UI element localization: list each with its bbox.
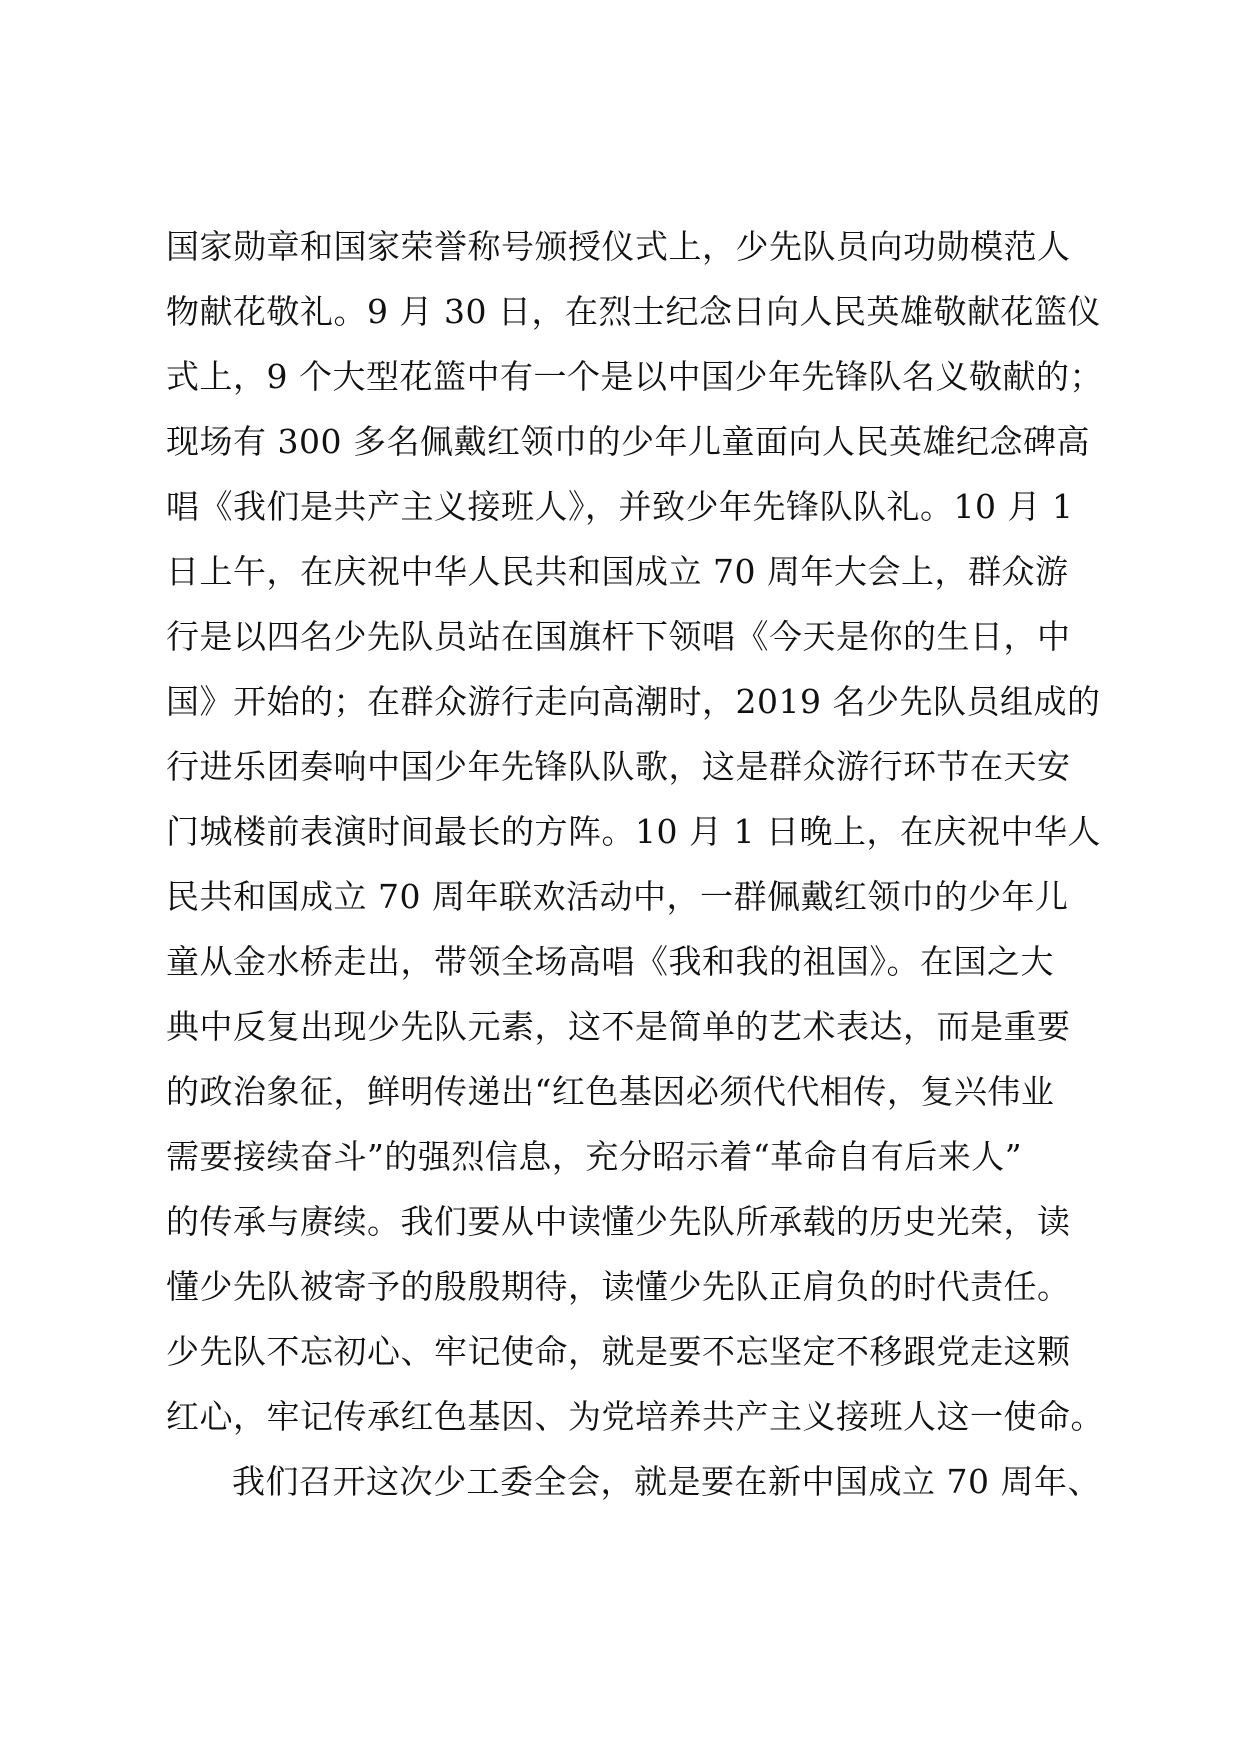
text-line: 需要接续奋斗”的强烈信息，充分昭示着“革命自有后来人” — [166, 1137, 1023, 1176]
text-line: 童从金水桥走出，带领全场高唱《我和我的祖国》。在国之大 — [166, 942, 1054, 981]
text-line: 唱《我们是共产主义接班人》，并致少年先锋队队礼。10 月 1 — [166, 487, 1074, 526]
text-line: 日上午，在庆祝中华人民共和国成立 70 周年大会上，群众游 — [166, 552, 1069, 591]
text-line: 国家勋章和国家荣誉称号颁授仪式上，少先队员向功勋模范人 — [166, 227, 1071, 266]
text-line: 行进乐团奏响中国少年先锋队队歌，这是群众游行环节在天安 — [166, 747, 1071, 786]
paragraph-start-line: 我们召开这次少工委全会，就是要在新中国成立 70 周年、 — [232, 1462, 1101, 1501]
text-line: 红心，牢记传承红色基因、为党培养共产主义接班人这一使命。 — [166, 1397, 1104, 1436]
text-line: 门城楼前表演时间最长的方阵。10 月 1 日晚上，在庆祝中华人 — [166, 812, 1101, 851]
text-line: 现场有 300 多名佩戴红领巾的少年儿童面向人民英雄纪念碑高 — [166, 422, 1090, 461]
text-line: 行是以四名少先队员站在国旗杆下领唱《今天是你的生日，中 — [166, 617, 1071, 656]
text-line: 式上，9 个大型花篮中有一个是以中国少年先锋队名义敬献的； — [166, 357, 1103, 396]
text-line: 典中反复出现少先队元素，这不是简单的艺术表达，而是重要 — [166, 1007, 1071, 1046]
text-line: 少先队不忘初心、牢记使命，就是要不忘坚定不移跟党走这颗 — [166, 1332, 1071, 1371]
text-line: 的政治象征，鲜明传递出“红色基因必须代代相传，复兴伟业 — [166, 1072, 1055, 1111]
text-line: 民共和国成立 70 周年联欢活动中，一群佩戴红领巾的少年儿 — [166, 877, 1069, 916]
body-text — [166, 214, 1106, 1514]
text-line: 物献花敬礼。9 月 30 日，在烈士纪念日向人民英雄敬献花篮仪 — [166, 292, 1101, 331]
text-line: 的传承与赓续。我们要从中读懂少先队所承载的历史光荣，读 — [166, 1202, 1071, 1241]
text-line: 懂少先队被寄予的殷殷期待，读懂少先队正肩负的时代责任。 — [166, 1267, 1071, 1306]
text-line: 国》开始的；在群众游行走向高潮时，2019 名少先队员组成的 — [166, 682, 1101, 721]
